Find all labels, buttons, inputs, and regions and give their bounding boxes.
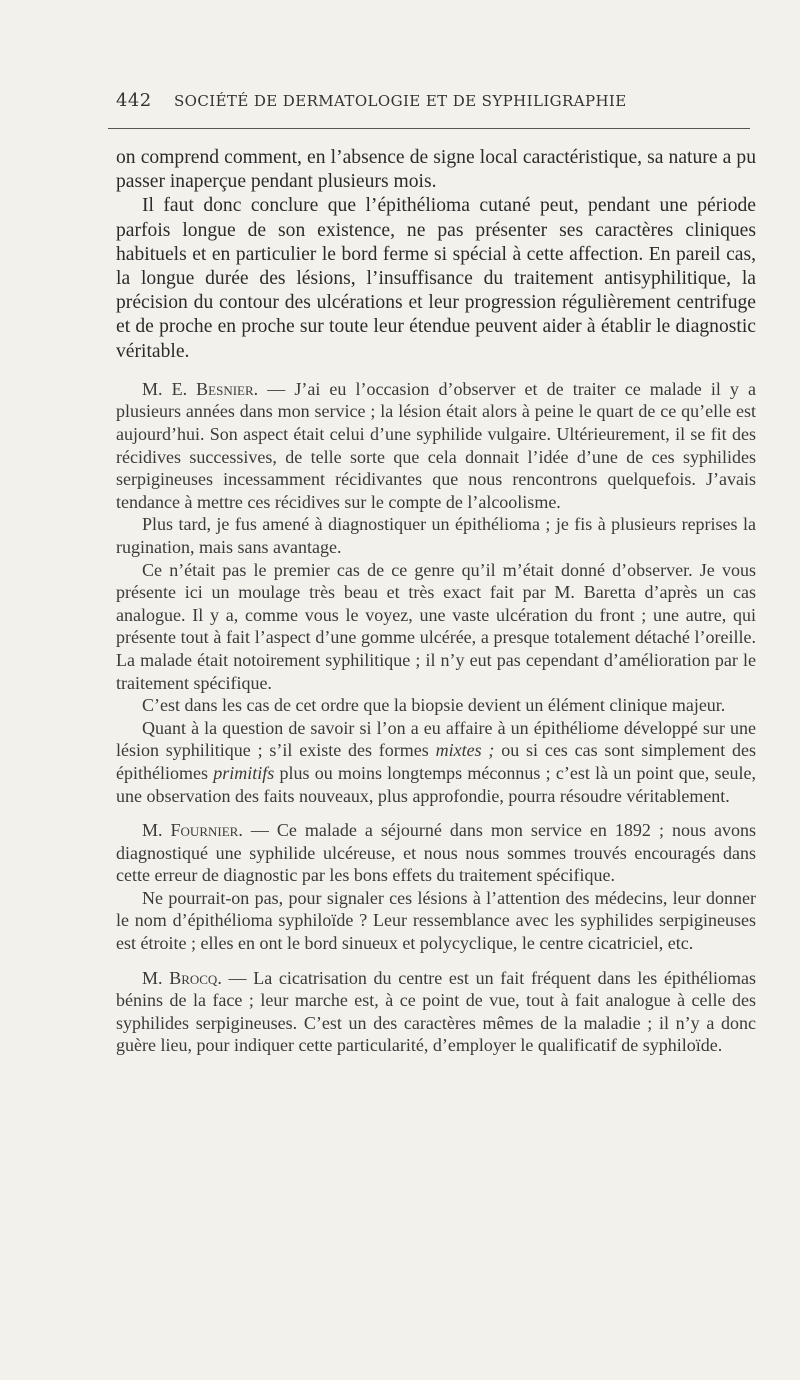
spacer: [116, 364, 756, 378]
spacer: [116, 955, 756, 967]
large-type-section: [116, 146, 756, 364]
page-header: [116, 90, 756, 111]
question-text-b: ou si ces cas sont simplement des épithéliomes: [116, 740, 757, 783]
paragraph-besnier: [116, 378, 756, 514]
brocq-remarks: — La cicatrisation du centre est un fait fréquent dans les épithéliomas bénins de la face ; leur marche est, à ce point de vue, tout à fait analogue à celle des syphilides serpigineuses. C’est un des caractères mêmes de la maladie ; il n’y a donc guère lieu, pour indiquer cette particularité, d’employer le qualificatif de syphiloïde.: [116, 967, 756, 1056]
paragraph-question: [116, 717, 756, 807]
speaker-besnier: M. E. Besnier.: [142, 378, 259, 399]
page-number: 442: [116, 90, 152, 111]
speaker-brocq: M. Brocq.: [142, 967, 222, 988]
question-text-c: plus ou moins longtemps méconnus ; c’est là un point que, seule, une observation des faits nouveaux, plus approfondie, pourra résoudre véritablement.: [116, 762, 756, 806]
term-primitifs: primitifs: [213, 762, 275, 783]
paragraph-continuation: on comprend comment, en l’absence de signe local caractéristique, sa nature a pu passer inaperçue pendant plusieurs mois.: [116, 147, 756, 193]
paragraph-conclusion: Il faut donc conclure que l’épithélioma cutané peut, pendant une période parfois longue de son existence, ne pas présenter ses caractères cliniques habituels et en particulier le bord ferme si spécial à cette affection. En pareil cas, la longue durée des lésions, l’insuffisance du traitement antisyphilitique, la précision du contour des ulcérations et leur progression régulièrement centrifuge et de proche en proche sur toute leur étendue peuvent aider à établir le diagnostic véritable.: [116, 195, 756, 362]
body-text: [116, 146, 756, 1057]
paragraph-biopsy: C’est dans les cas de cet ordre que la biopsie devient un élément clinique majeur.: [142, 695, 726, 716]
paragraph-epithelioma-diagnosis: Plus tard, je fus amené à diagnostiquer un épithélioma ; je fis à plusieurs reprises la rugination, mais sans avantage.: [116, 514, 756, 557]
paragraph-syphiloid-name: Ne pourrait-on pas, pour signaler ces lésions à l’attention des médecins, leur donner le nom d’épithélioma syphiloïde ? Leur ressemblance avec les syphilides serpigineuses est étroite ; elles en ont le bord sinueux et polycyclique, le centre cicatriciel, etc.: [116, 887, 756, 954]
running-title: SOCIÉTÉ DE DERMATOLOGIE ET DE SYPHILIGRAPHIE: [174, 92, 627, 110]
paragraph-moulage: Ce n’était pas le premier cas de ce genre qu’il m’était donné d’observer. Je vous présente ici un moulage très beau et très exact fait par M. Baretta d’après un cas analogue. Il y a, comme vous le voyez, une vaste ulcération du front ; une autre, qui présente tout à fait l’aspect d’une gomme ulcérée, a presque totalement détaché l’oreille. La malade était notoirement syphilitique ; il n’y eut pas cependant d’amélioration par le traitement spécifique.: [116, 559, 756, 693]
question-text-a: Quant à la question de savoir si l’on a eu affaire à un épithéliome développé sur une lésion syphilitique ; s’il existe des formes: [116, 717, 756, 761]
speaker-fournier: M. Fournier.: [142, 820, 243, 841]
discussion-section: [116, 378, 756, 1057]
besnier-remarks: — J’ai eu l’occasion d’observer et de traiter ce malade il y a plusieurs années dans mon service ; la lésion était alors à peine le quart de ce qu’elle est aujourd’hui. Son aspect était celui d’une syphilide vulgaire. Ultérieurement, il se fit des récidives successives, de telle sorte que cela donnait l’idée d’une de ces syphilides serpigineuses incessamment récidivantes que nous rencontrons quelquefois. J’avais tendance à mettre ces récidives sur le compte de l’alcoolisme.: [116, 378, 756, 512]
spacer: [116, 807, 756, 819]
paragraph-fournier: [116, 819, 756, 887]
fournier-remarks: — Ce malade a séjourné dans mon service en 1892 ; nous avons diagnostiqué une syphilide ulcéreuse, et nous nous sommes trouvés encouragés dans cette erreur de diagnostic par les bons effets du traitement spécifique.: [116, 820, 757, 886]
paragraph-brocq: [116, 967, 756, 1057]
header-rule: [108, 128, 750, 129]
term-mixtes: mixtes ;: [435, 740, 495, 761]
